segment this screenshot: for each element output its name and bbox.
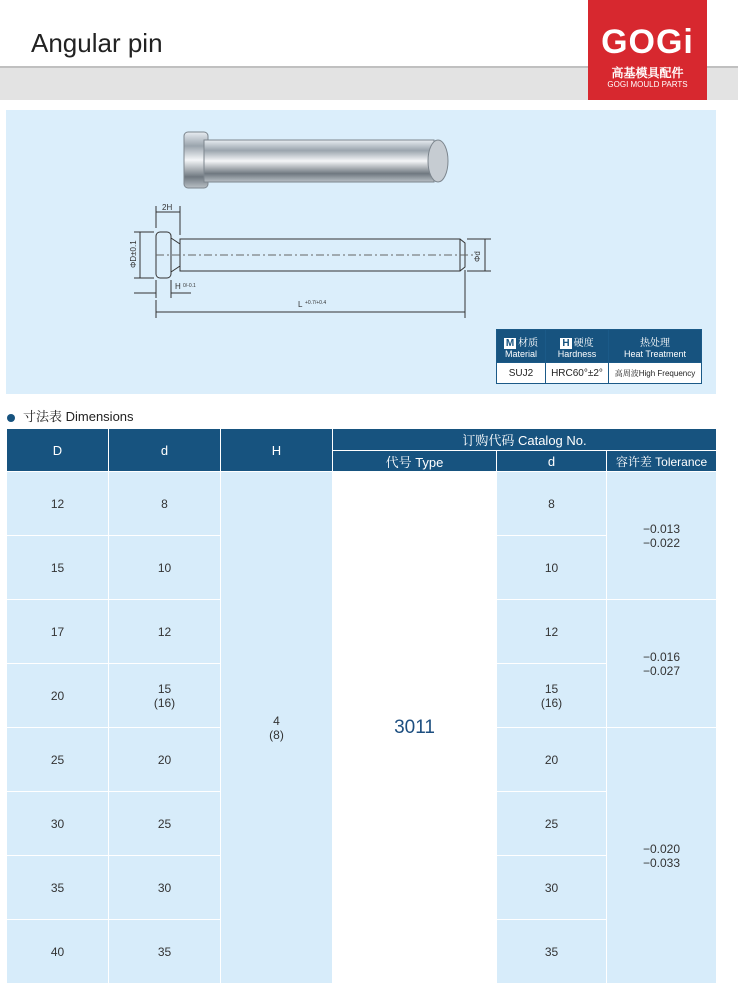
pin-photo	[184, 132, 448, 188]
label-length-tol: +0.7/+0.4	[305, 300, 327, 306]
cell-D: 35	[7, 856, 109, 920]
cell-tolerance: −0.020 −0.033	[607, 728, 717, 984]
material-value: SUJ2	[497, 363, 546, 384]
header-catalog: 订购代码 Catalog No.	[333, 429, 717, 451]
cell-catalog-d: 20	[497, 728, 607, 792]
cell-d: 25	[109, 792, 221, 856]
cell-d: 8	[109, 472, 221, 536]
heat-treatment-header: 热处理 Heat Treatment	[609, 330, 702, 363]
cell-catalog-d: 8	[497, 472, 607, 536]
cell-D: 40	[7, 920, 109, 984]
page-title: Angular pin	[31, 28, 163, 58]
bullet-icon	[7, 414, 15, 422]
cell-catalog-d: 35	[497, 920, 607, 984]
header-catalog-d: d	[497, 451, 607, 472]
label-2h: 2H	[162, 203, 173, 212]
cell-d: 30	[109, 856, 221, 920]
dimensions-table	[6, 428, 717, 984]
label-head-diameter: ΦD±0.1	[129, 240, 138, 268]
cell-H: 4 (8)	[221, 472, 333, 984]
cell-catalog-d: 15 (16)	[497, 664, 607, 728]
material-header: M 材质 Material	[497, 330, 546, 363]
cell-d: 35	[109, 920, 221, 984]
cell-catalog-d: 30	[497, 856, 607, 920]
brand-logo	[588, 0, 707, 100]
header-H: H	[221, 429, 333, 472]
label-h: H	[175, 282, 181, 291]
label-h-tol: 0/-0.1	[183, 283, 196, 289]
cell-d: 10	[109, 536, 221, 600]
cell-d: 15 (16)	[109, 664, 221, 728]
material-header-row	[497, 330, 702, 363]
cell-D: 30	[7, 792, 109, 856]
cell-d: 20	[109, 728, 221, 792]
label-shaft-diameter: Φd	[473, 251, 482, 262]
logo-en-text: GOGI MOULD PARTS	[607, 80, 688, 89]
material-value-row	[497, 363, 702, 384]
cell-catalog-d: 10	[497, 536, 607, 600]
cell-D: 20	[7, 664, 109, 728]
cell-catalog-d: 25	[497, 792, 607, 856]
cell-D: 12	[7, 472, 109, 536]
heat-treatment-value: 高周波High Frequency	[609, 363, 702, 384]
logo-cn-text: 高基模具配件	[611, 66, 684, 80]
cell-catalog-d: 12	[497, 600, 607, 664]
header-D: D	[7, 429, 109, 472]
material-table	[496, 329, 702, 384]
cell-tolerance: −0.016 −0.027	[607, 600, 717, 728]
cell-d: 12	[109, 600, 221, 664]
cell-D: 25	[7, 728, 109, 792]
logo-mark: GOGi	[601, 23, 694, 61]
hardness-header: H 硬度 Hardness	[546, 330, 609, 363]
cell-tolerance: −0.013 −0.022	[607, 472, 717, 600]
cell-D: 15	[7, 536, 109, 600]
cell-D: 17	[7, 600, 109, 664]
page-header	[0, 0, 738, 100]
table-header-row	[7, 429, 717, 451]
dimensions-section-title: 寸法表 Dimensions	[7, 406, 134, 425]
hardness-value: HRC60°±2°	[546, 363, 609, 384]
header-d: d	[109, 429, 221, 472]
cell-type: 3011	[333, 472, 497, 984]
header-type: 代号 Type	[333, 451, 497, 472]
header-tolerance: 容许差 Tolerance	[607, 451, 717, 472]
label-length: L	[298, 300, 303, 309]
table-row	[7, 472, 717, 536]
